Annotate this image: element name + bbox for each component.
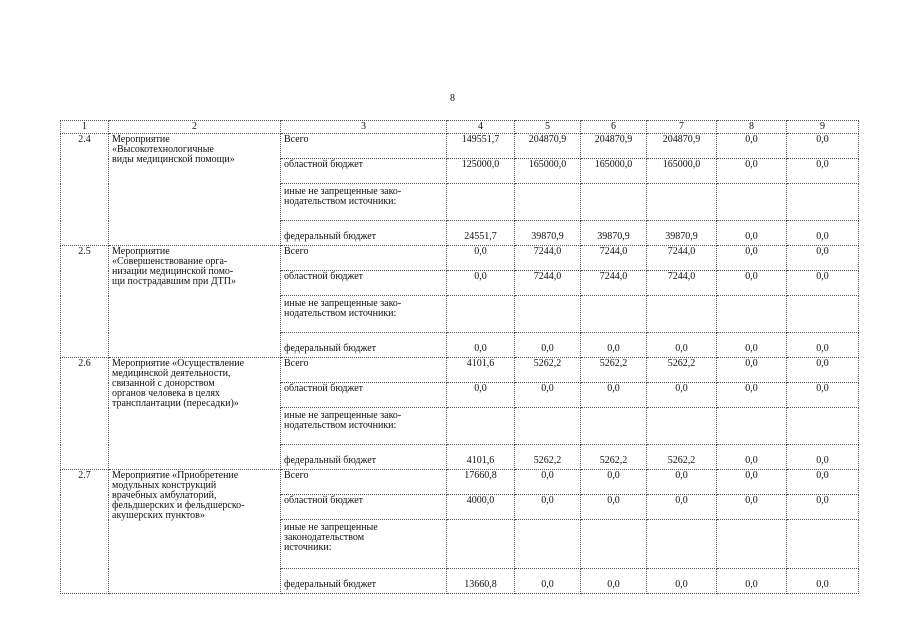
value-cell <box>717 296 787 333</box>
value-cell <box>447 296 515 333</box>
value-cell: 0,0 <box>647 333 717 358</box>
value-cell: 5262,2 <box>581 358 647 383</box>
funding-source-label: федеральный бюджет <box>281 445 447 470</box>
funding-source-label: федеральный бюджет <box>281 569 447 594</box>
value-cell <box>515 296 581 333</box>
value-cell <box>447 520 515 569</box>
value-cell: 39870,9 <box>515 221 581 246</box>
column-header: 6 <box>581 121 647 134</box>
value-cell: 0,0 <box>717 383 787 408</box>
value-cell: 149551,7 <box>447 134 515 159</box>
table-body <box>61 134 859 594</box>
column-header: 3 <box>281 121 447 134</box>
funding-source-label: иные не запрещенные зако- нодательством источники: <box>281 408 447 445</box>
value-cell: 7244,0 <box>515 246 581 271</box>
item-title: Мероприятие «Совершенствование орга- низации медицинской помо- щи пострадавшим при ДТП» <box>109 246 281 358</box>
value-cell: 0,0 <box>717 159 787 184</box>
column-header: 2 <box>109 121 281 134</box>
column-header: 9 <box>787 121 859 134</box>
value-cell: 204870,9 <box>581 134 647 159</box>
header-row <box>61 121 859 134</box>
value-cell: 204870,9 <box>515 134 581 159</box>
column-header: 8 <box>717 121 787 134</box>
value-cell: 0,0 <box>787 221 859 246</box>
value-cell: 5262,2 <box>515 445 581 470</box>
funding-source-label: иные не запрещенные законодательством источники: <box>281 520 447 569</box>
value-cell: 5262,2 <box>647 358 717 383</box>
value-cell: 0,0 <box>515 383 581 408</box>
page-number: 8 <box>450 93 455 104</box>
table-row <box>61 246 859 271</box>
value-cell <box>717 408 787 445</box>
value-cell <box>787 520 859 569</box>
value-cell <box>515 408 581 445</box>
value-cell: 0,0 <box>647 383 717 408</box>
table-row <box>61 134 859 159</box>
value-cell: 0,0 <box>447 271 515 296</box>
item-number: 2.4 <box>61 134 109 246</box>
value-cell: 7244,0 <box>581 246 647 271</box>
value-cell: 4101,6 <box>447 445 515 470</box>
table-row <box>61 358 859 383</box>
value-cell: 0,0 <box>447 246 515 271</box>
value-cell: 0,0 <box>581 470 647 495</box>
value-cell: 0,0 <box>515 470 581 495</box>
value-cell: 0,0 <box>515 495 581 520</box>
value-cell: 204870,9 <box>647 134 717 159</box>
value-cell: 7244,0 <box>515 271 581 296</box>
column-header: 7 <box>647 121 717 134</box>
item-title: Мероприятие «Высокотехнологичные виды медицинской помощи» <box>109 134 281 246</box>
funding-source-label: федеральный бюджет <box>281 221 447 246</box>
value-cell <box>581 184 647 221</box>
value-cell: 0,0 <box>787 271 859 296</box>
value-cell: 0,0 <box>581 333 647 358</box>
value-cell: 0,0 <box>647 495 717 520</box>
item-number: 2.6 <box>61 358 109 470</box>
value-cell: 0,0 <box>787 134 859 159</box>
value-cell <box>647 184 717 221</box>
value-cell: 7244,0 <box>647 246 717 271</box>
value-cell: 125000,0 <box>447 159 515 184</box>
value-cell <box>717 184 787 221</box>
value-cell: 0,0 <box>581 569 647 594</box>
value-cell: 165000,0 <box>647 159 717 184</box>
value-cell <box>447 408 515 445</box>
table-row <box>61 470 859 495</box>
value-cell: 0,0 <box>717 445 787 470</box>
value-cell: 0,0 <box>787 569 859 594</box>
funding-source-label: областной бюджет <box>281 383 447 408</box>
value-cell <box>515 520 581 569</box>
column-header: 1 <box>61 121 109 134</box>
value-cell <box>515 184 581 221</box>
value-cell: 4000,0 <box>447 495 515 520</box>
budget-table <box>60 120 859 594</box>
value-cell: 7244,0 <box>647 271 717 296</box>
value-cell <box>647 296 717 333</box>
value-cell <box>787 184 859 221</box>
funding-source-label: областной бюджет <box>281 495 447 520</box>
column-header: 4 <box>447 121 515 134</box>
funding-source-label: областной бюджет <box>281 159 447 184</box>
funding-source-label: Всего <box>281 246 447 271</box>
value-cell: 0,0 <box>515 333 581 358</box>
value-cell: 13660,8 <box>447 569 515 594</box>
value-cell: 17660,8 <box>447 470 515 495</box>
value-cell: 0,0 <box>787 445 859 470</box>
value-cell: 0,0 <box>787 246 859 271</box>
value-cell <box>647 408 717 445</box>
value-cell: 0,0 <box>717 333 787 358</box>
value-cell: 4101,6 <box>447 358 515 383</box>
funding-source-label: федеральный бюджет <box>281 333 447 358</box>
funding-source-label: иные не запрещенные зако- нодательством источники: <box>281 296 447 333</box>
value-cell: 0,0 <box>717 358 787 383</box>
value-cell <box>787 296 859 333</box>
value-cell: 0,0 <box>515 569 581 594</box>
value-cell: 0,0 <box>647 569 717 594</box>
value-cell: 0,0 <box>447 333 515 358</box>
value-cell: 24551,7 <box>447 221 515 246</box>
value-cell <box>647 520 717 569</box>
funding-source-label: областной бюджет <box>281 271 447 296</box>
value-cell: 0,0 <box>581 495 647 520</box>
item-title: Мероприятие «Приобретение модульных конструкций врачебных амбулаторий, фельдшерских и фельдшерско- акушерских пунктов» <box>109 470 281 594</box>
value-cell: 0,0 <box>717 271 787 296</box>
value-cell <box>581 296 647 333</box>
value-cell: 0,0 <box>647 470 717 495</box>
funding-source-label: Всего <box>281 470 447 495</box>
value-cell: 0,0 <box>717 470 787 495</box>
item-number: 2.7 <box>61 470 109 594</box>
value-cell: 0,0 <box>717 569 787 594</box>
value-cell: 0,0 <box>787 470 859 495</box>
value-cell: 0,0 <box>717 134 787 159</box>
value-cell <box>581 408 647 445</box>
value-cell: 165000,0 <box>581 159 647 184</box>
value-cell: 0,0 <box>787 159 859 184</box>
item-title: Мероприятие «Осуществление медицинской деятельности, связанной с донорством органов человека в целях трансплантации (пересадки)» <box>109 358 281 470</box>
value-cell: 0,0 <box>787 333 859 358</box>
value-cell: 39870,9 <box>581 221 647 246</box>
value-cell: 0,0 <box>447 383 515 408</box>
funding-source-label: Всего <box>281 358 447 383</box>
funding-source-label: Всего <box>281 134 447 159</box>
funding-source-label: иные не запрещенные зако- нодательством источники: <box>281 184 447 221</box>
column-header: 5 <box>515 121 581 134</box>
value-cell: 39870,9 <box>647 221 717 246</box>
value-cell: 0,0 <box>717 221 787 246</box>
value-cell: 165000,0 <box>515 159 581 184</box>
value-cell: 0,0 <box>787 383 859 408</box>
value-cell: 5262,2 <box>581 445 647 470</box>
value-cell: 7244,0 <box>581 271 647 296</box>
item-number: 2.5 <box>61 246 109 358</box>
value-cell: 5262,2 <box>515 358 581 383</box>
value-cell: 0,0 <box>581 383 647 408</box>
value-cell <box>717 520 787 569</box>
value-cell: 0,0 <box>787 495 859 520</box>
value-cell <box>447 184 515 221</box>
value-cell: 0,0 <box>787 358 859 383</box>
value-cell <box>787 408 859 445</box>
value-cell: 0,0 <box>717 495 787 520</box>
value-cell: 0,0 <box>717 246 787 271</box>
value-cell <box>581 520 647 569</box>
value-cell: 5262,2 <box>647 445 717 470</box>
